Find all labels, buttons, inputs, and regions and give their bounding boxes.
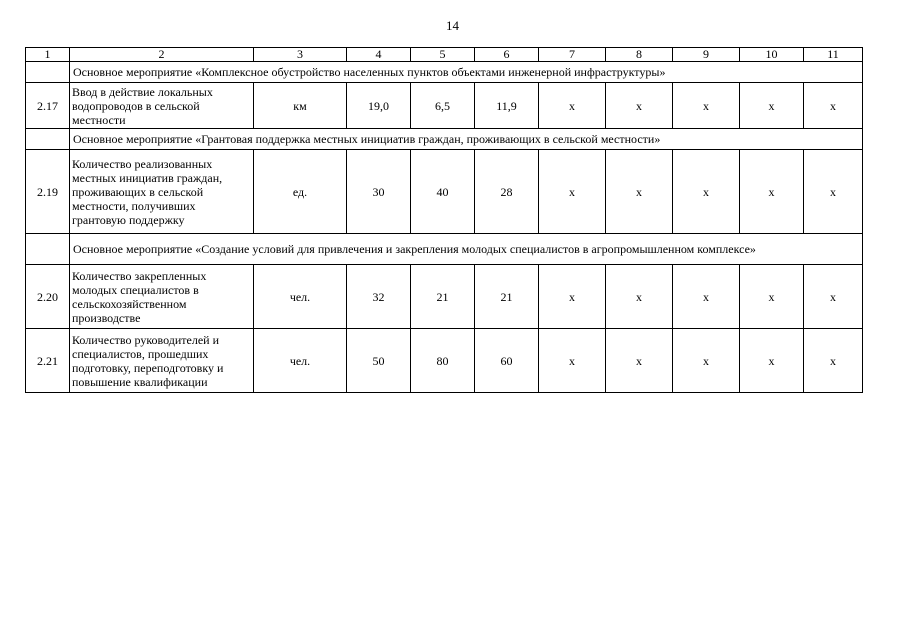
value-cell: 21 [475,265,539,329]
column-number: 8 [606,48,673,62]
unit: ед. [254,150,347,234]
section-index-cell [26,234,70,265]
section-title: Основное мероприятие «Грантовая поддержка местных инициатив граждан, проживающих в сельской местности» [70,129,863,150]
value-cell: х [539,83,606,129]
value-cell: 6,5 [411,83,475,129]
column-number: 11 [804,48,863,62]
value-cell: 19,0 [347,83,411,129]
page-number: 14 [446,18,459,33]
value-cell: х [673,329,740,393]
value-cell: х [673,83,740,129]
row-id: 2.21 [26,329,70,393]
section-index-cell [26,129,70,150]
unit: км [254,83,347,129]
value-cell: х [673,265,740,329]
value-cell: х [804,265,863,329]
value-cell: 11,9 [475,83,539,129]
section-index-cell [26,62,70,83]
value-cell: х [804,83,863,129]
table-row [26,150,863,234]
value-cell: х [539,265,606,329]
value-cell: х [740,150,804,234]
value-cell: х [606,83,673,129]
value-cell: 32 [347,265,411,329]
row-id: 2.19 [26,150,70,234]
table-row [26,83,863,129]
value-cell: х [804,150,863,234]
value-cell: 80 [411,329,475,393]
column-number: 4 [347,48,411,62]
section-title: Основное мероприятие «Комплексное обустройство населенных пунктов объектами инженерной инфраструктуры» [70,62,863,83]
value-cell: 50 [347,329,411,393]
section-row [26,62,863,83]
column-number: 7 [539,48,606,62]
table-row [26,329,863,393]
value-cell: 28 [475,150,539,234]
value-cell: х [539,329,606,393]
indicator-name: Ввод в действие локальных водопроводов в сельской местности [70,83,254,129]
row-id: 2.20 [26,265,70,329]
column-number: 2 [70,48,254,62]
value-cell: х [804,329,863,393]
value-cell: х [740,329,804,393]
column-number: 5 [411,48,475,62]
unit: чел. [254,265,347,329]
value-cell: х [606,329,673,393]
section-row [26,129,863,150]
column-number: 9 [673,48,740,62]
unit: чел. [254,329,347,393]
value-cell: 21 [411,265,475,329]
value-cell: х [606,150,673,234]
value-cell: 40 [411,150,475,234]
value-cell: х [539,150,606,234]
indicator-name: Количество руководителей и специалистов, прошедших подготовку, переподготовку и повышение квалификации [70,329,254,393]
column-number: 6 [475,48,539,62]
value-cell: 30 [347,150,411,234]
value-cell: х [740,265,804,329]
table-row [26,265,863,329]
column-number: 3 [254,48,347,62]
value-cell: х [740,83,804,129]
value-cell: х [606,265,673,329]
column-number-row [26,48,863,62]
column-number: 10 [740,48,804,62]
indicator-name: Количество закрепленных молодых специалистов в сельскохозяйственном производстве [70,265,254,329]
indicators-table [25,47,863,393]
section-title: Основное мероприятие «Создание условий для привлечения и закрепления молодых специалистов в агропромышленном комплексе» [70,234,863,265]
indicator-name: Количество реализованных местных инициатив граждан, проживающих в сельской местности, получивших грантовую поддержку [70,150,254,234]
value-cell: х [673,150,740,234]
section-row [26,234,863,265]
value-cell: 60 [475,329,539,393]
column-number: 1 [26,48,70,62]
row-id: 2.17 [26,83,70,129]
